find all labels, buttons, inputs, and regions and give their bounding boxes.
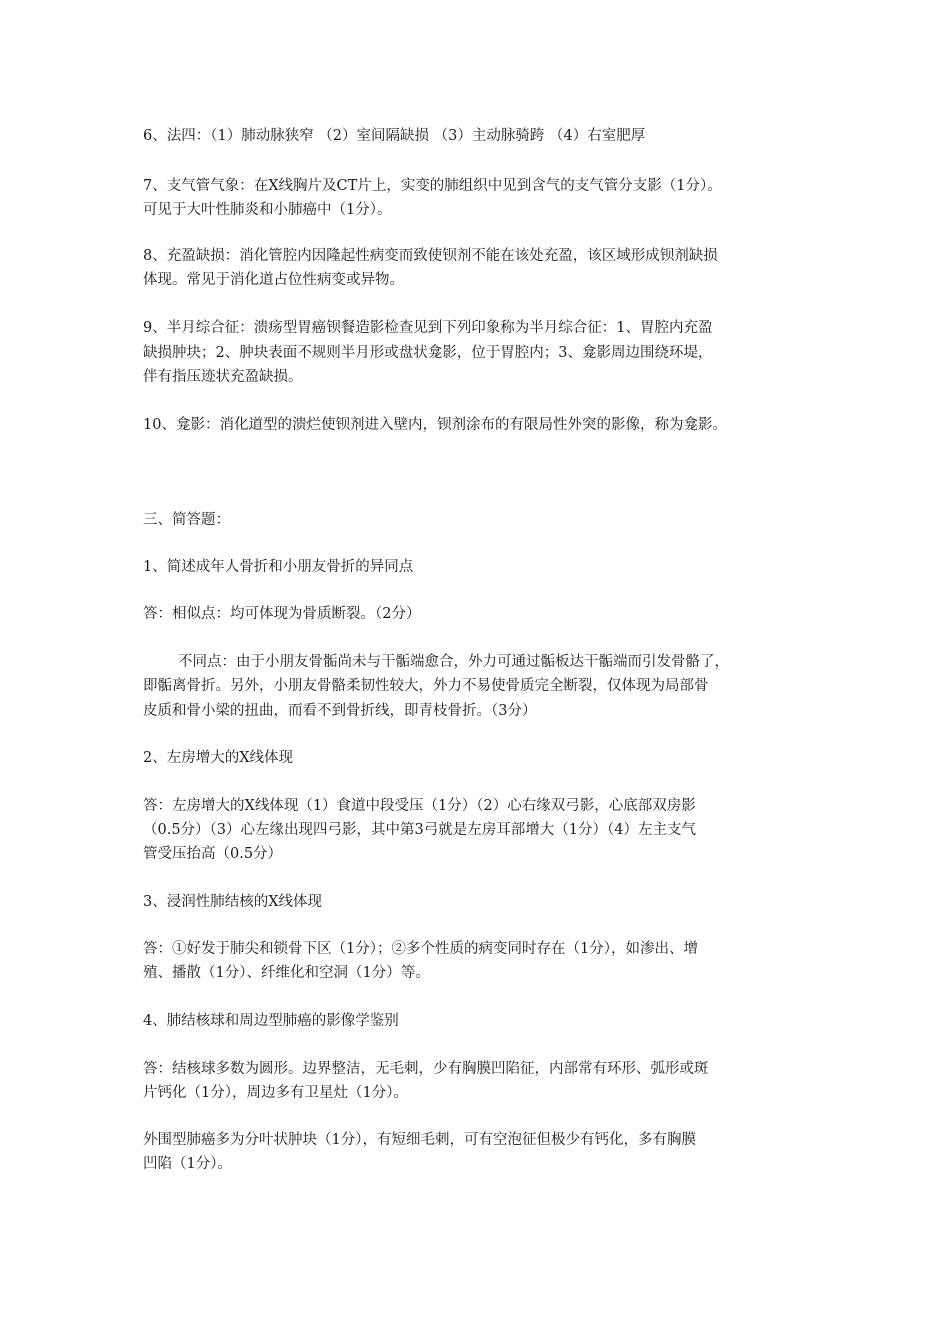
q1-answer-diff-line-1: 不同点：由于小朋友骨骺尚未与干骺端愈合，外力可通过骺板达干骺端而引发骨骼了，	[178, 654, 729, 670]
item-7-line-2: 可见于大叶性肺炎和小肺癌中（1分）。	[143, 202, 392, 218]
q1-answer-diff-line-2: 即骺离骨折。另外，小朋友骨骼柔韧性较大，外力不易使骨质完全断裂，仅体现为局部骨	[143, 678, 709, 694]
q4-answer-1-line-2: 片钙化（1分），周边多有卫星灶（1分）。	[143, 1085, 408, 1101]
q2-answer-line-3: 管受压抬高（0.5分）	[143, 846, 283, 862]
item-7-line-1: 7、支气管气象：在X线胸片及CT片上，实变的肺组织中见到含气的支气管分支影（1分）。	[143, 178, 722, 194]
item-10-niche: 10、龛影：消化道型的溃烂使钡剂进入壁内，钡剂涂布的有限局性外突的影像，称为龛影。	[143, 417, 727, 433]
q3-answer-line-2: 殖、播散（1分）、纤维化和空洞（1分）等。	[143, 965, 430, 981]
q3-question: 3、浸润性肺结核的X线体现	[143, 894, 323, 910]
q3-answer-line-1: 答：①好发于肺尖和锁骨下区（1分）；②多个性质的病变同时存在（1分），如渗出、增	[143, 941, 698, 957]
item-9-line-2: 缺损肿块；2、肿块表面不规则半月形或盘状龛影，位于胃腔内；3、龛影周边围绕环堤，	[143, 345, 713, 361]
q1-answer-diff-line-3: 皮质和骨小梁的扭曲，而看不到骨折线，即青枝骨折。（3分）	[143, 703, 537, 719]
item-9-line-3: 伴有指压迹状充盈缺损。	[143, 369, 303, 385]
item-8-line-2: 体现。常见于消化道占位性病变或异物。	[143, 272, 404, 288]
q4-answer-1-line-1: 答：结核球多数为圆形。边界整洁，无毛刺，少有胸膜凹陷征，内部常有环形、弧形或斑	[143, 1061, 709, 1077]
q2-question: 2、左房增大的X线体现	[143, 750, 294, 766]
q4-answer-2-line-2: 凹陷（1分）。	[143, 1156, 232, 1172]
q1-answer-similar: 答：相似点：均可体现为骨质断裂。（2分）	[143, 606, 421, 622]
q1-question: 1、简述成年人骨折和小朋友骨折的异同点	[143, 559, 414, 575]
q2-answer-line-2: （0.5分）（3）心左缘出现四弓影，其中第3弓就是左房耳部增大（1分）（4）左主支气	[143, 822, 696, 838]
item-6-tetralogy: 6、法四：（1）肺动脉狭窄 （2）室间隔缺损 （3）主动脉骑跨 （4）右室肥厚	[143, 128, 646, 144]
item-8-line-1: 8、充盈缺损：消化管腔内因隆起性病变而致使钡剂不能在该处充盈，该区域形成钡剂缺损	[143, 248, 718, 264]
q4-answer-2-line-1: 外围型肺癌多为分叶状肿块（1分），有短细毛刺，可有空泡征但极少有钙化，多有胸膜	[143, 1132, 696, 1148]
q2-answer-line-1: 答：左房增大的X线体现（1）食道中段受压（1分）（2）心右缘双弓影，心底部双房影	[143, 798, 696, 814]
q4-question: 4、肺结核球和周边型肺癌的影像学鉴别	[143, 1013, 399, 1029]
section-3-heading: 三、简答题：	[143, 512, 230, 528]
item-9-line-1: 9、半月综合征：溃疡型胃癌钡餐造影检查见到下列印象称为半月综合征：1、胃腔内充盈	[143, 320, 713, 336]
